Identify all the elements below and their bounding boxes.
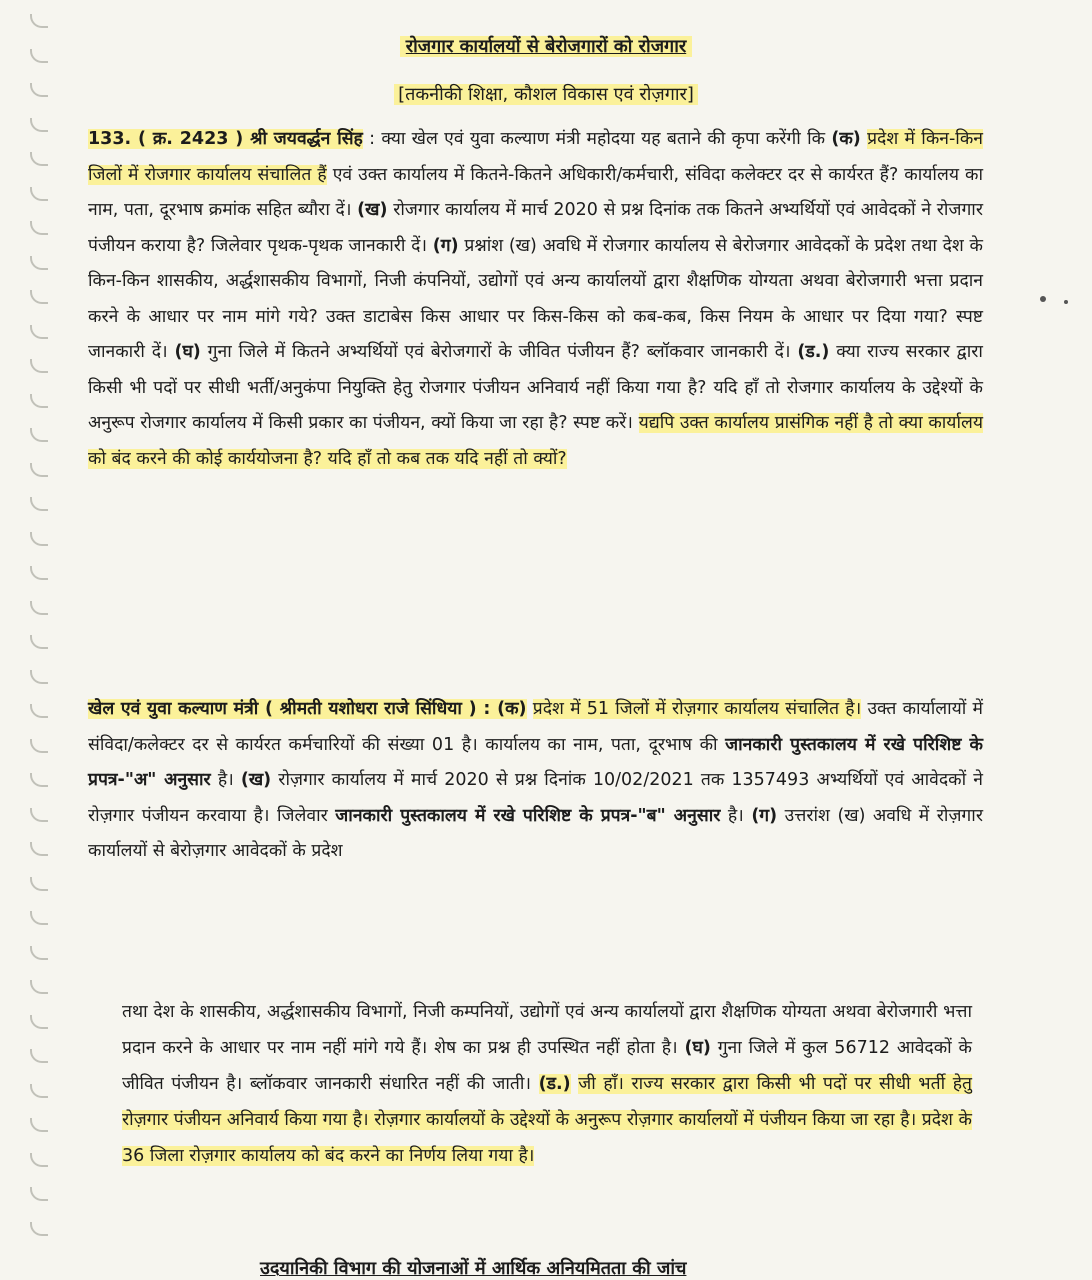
binding-hole-mark	[30, 118, 48, 132]
question-number: 133. ( क्र. 2423 ) श्री जयवर्द्धन सिंह	[88, 129, 363, 149]
binding-hole-mark	[30, 1049, 48, 1063]
part-label-gh: (घ)	[174, 342, 201, 362]
answer-part-label-kh: (ख)	[240, 770, 272, 790]
part-label-k: (क)	[831, 129, 861, 149]
part-label-kh: (ख)	[357, 200, 388, 220]
question-text-2: एवं उक्त कार्यालय में कितने-कितने अधिकारी/कर्मचारी, संविदा कलेक्टर दर से कार्यरत हैं? कार्यालय का नाम, पता, दूरभाष क्रमांक सहित ब्यौरा दें।	[88, 164, 983, 220]
next-question-heading: उदयानिकी विभाग की योजनाओं में आर्थिक अनियमितता की जांच	[260, 1258, 687, 1279]
answer-bold-ref-b: जानकारी पुस्तकालय में रखे परिशिष्ट के प्रपत्र-"ब" अनुसार	[335, 805, 721, 826]
question-paragraph	[88, 122, 983, 477]
binding-hole-mark	[30, 394, 48, 408]
answer-text-2: उक्त कार्यालायों में संविदा/कलेक्टर दर से कार्यरत कर्मचारियों की संख्या 01 है। कार्यालय का नाम, पता, दूरभाष की	[88, 699, 983, 755]
binding-hole-mark	[30, 1118, 48, 1132]
binding-hole-mark	[30, 704, 48, 718]
binding-hole-mark	[30, 808, 48, 822]
binding-hole-mark	[30, 842, 48, 856]
continuation-part-label-d: (ड.)	[538, 1074, 571, 1094]
binding-hole-mark	[30, 946, 48, 960]
binding-hole-mark	[30, 739, 48, 753]
answer-bold-ref-a: जानकारी पुस्तकालय में रखे परिशिष्ट के प्रपत्र-"अ" अनुसार	[88, 734, 983, 790]
binding-hole-mark	[30, 256, 48, 270]
continuation-part-label-gh: (घ)	[684, 1038, 711, 1058]
binding-hole-mark	[30, 1015, 48, 1029]
binding-hole-mark	[30, 566, 48, 580]
continuation-text-1: तथा देश के शासकीय, अर्द्धशासकीय विभागों, निजी कम्पनियों, उद्योगों एवं अन्य कार्यालयों द्वारा शैक्षणिक योग्यता अथवा बेरोजगारी भत्ता प्रदान करने के आधार पर नाम नहीं मांगे गये हैं। शेष का प्रश्न ही उपस्थित नहीं होता है।	[122, 1002, 972, 1058]
document-subtitle	[0, 82, 1092, 106]
binding-hole-mark	[30, 463, 48, 477]
continuation-text-3-highlight: जी हाँ। राज्य सरकार द्वारा किसी भी पदों पर सीधी भर्ती हेतु रोज़गार पंजीयन अनिवार्य किया गया है। रोज़गार कार्यालयों के उद्देश्यों के अनुरूप रोज़गार कार्यालयों में पंजीयन किया जा रहा है। प्रदेश के 36 जिला रोज़गार कार्यालय को बंद करने का निर्णय लिया गया है।	[122, 1074, 972, 1166]
answer-text-5: है।	[727, 805, 752, 826]
minister-name: खेल एवं युवा कल्याण मंत्री ( श्रीमती यशोधरा राजे सिंधिया ) : (क)	[88, 699, 527, 719]
binding-hole-mark	[30, 428, 48, 442]
answer-paragraph	[88, 692, 983, 870]
binding-hole-mark	[30, 1187, 48, 1201]
binding-hole-mark	[30, 980, 48, 994]
binding-hole-mark	[30, 911, 48, 925]
document-title-text: रोजगार कार्यालयों से बेरोजगारों को रोजगार	[400, 36, 692, 57]
continuation-text-2: गुना जिले में कुल 56712 आवेदकों के जीवित पंजीयन है। ब्लॉकवार जानकारी संधारित नहीं की जाती।	[122, 1038, 972, 1094]
binding-hole-mark	[30, 497, 48, 511]
question-text-k-highlight: प्रदेश में किन-किन जिलों में रोजगार कार्यालय संचालित हैं	[88, 129, 983, 185]
document-title	[0, 34, 1092, 58]
question-text-7-highlight: यद्यपि उक्त कार्यालय प्रासंगिक नहीं है तो क्या कार्यालय को बंद करने की कोई कार्ययोजना है? यदि हाँ तो कब तक यदि नहीं तो क्यों?	[88, 413, 983, 469]
question-text-5: गुना जिले में कितने अभ्यर्थियों एवं बेरोजगारों के जीवित पंजीयन हैं? ब्लॉकवार जानकारी दें।	[207, 342, 798, 362]
document-subtitle-text: [तकनीकी शिक्षा, कौशल विकास एवं रोज़गार]	[394, 84, 698, 105]
binding-hole-mark	[30, 877, 48, 891]
question-text-6: क्या राज्य सरकार द्वारा किसी भी पदों पर सीधी भर्ती/अनुकंपा नियुक्ति हेतु रोजगार पंजीयन अनिवार्य नहीं किया गया है? यदि हाँ तो रोजगार कार्यालय के उद्देश्यों के अनुरूप रोजगार कार्यालय में किसी प्रकार का पंजीयन, क्यों किया जा रहा है? स्पष्ट करें।	[88, 342, 983, 433]
answer-text-3: है।	[217, 770, 241, 790]
binding-hole-mark	[30, 635, 48, 649]
question-text-3: रोजगार कार्यालय में मार्च 2020 से प्रश्न दिनांक तक कितने अभ्यर्थियों एवं आवेदकों ने रोजगार पंजीयन कराया है? जिलेवार पृथक-पृथक जानकारी दें।	[88, 200, 983, 256]
answer-part-label-g: (ग)	[751, 805, 778, 826]
binding-hole-mark	[30, 14, 48, 28]
answer-text-1-highlight: प्रदेश में 51 जिलों में रोज़गार कार्यालय संचालित है।	[532, 699, 862, 719]
binding-hole-mark	[30, 773, 48, 787]
binding-holes	[24, 0, 54, 1280]
part-label-d: (ड.)	[797, 342, 830, 362]
binding-hole-mark	[30, 601, 48, 615]
binding-hole-mark	[30, 152, 48, 166]
answer-text-4: रोज़गार कार्यालय में मार्च 2020 से प्रश्न दिनांक 10/02/2021 तक 1357493 अभ्यर्थियों एवं आवेदकों ने रोज़गार पंजीयन करवाया है। जिलेवार	[88, 770, 983, 826]
question-text-4: प्रश्नांश (ख) अवधि में रोजगार कार्यालय से बेरोजगार आवेदकों के प्रदेश तथा देश के किन-किन शासकीय, अर्द्धशासकीय विभागों, निजी कंपनियों, उद्योगों एवं अन्य कार्यालयों द्वारा शैक्षणिक योग्यता अथवा बेरोजगारी भत्ता प्रदान करने के आधार पर नाम मांगे गये? उक्त डाटाबेस किस आधार पर किस-किस को कब-कब, किस नियम के आधार पर दिया गया? स्पष्ट जानकारी दें।	[88, 235, 983, 362]
binding-hole-mark	[30, 325, 48, 339]
pen-mark	[1064, 300, 1068, 304]
binding-hole-mark	[30, 1084, 48, 1098]
part-label-g: (ग)	[432, 235, 459, 256]
question-text-1: : क्या खेल एवं युवा कल्याण मंत्री महोदया यह बताने की कृपा करेंगी कि	[369, 129, 832, 149]
binding-hole-mark	[30, 670, 48, 684]
binding-hole-mark	[30, 1222, 48, 1236]
binding-hole-mark	[30, 532, 48, 546]
binding-hole-mark	[30, 1153, 48, 1167]
binding-hole-mark	[30, 290, 48, 304]
pen-mark	[1040, 296, 1046, 302]
continuation-paragraph	[122, 994, 972, 1174]
binding-hole-mark	[30, 359, 48, 373]
binding-hole-mark	[30, 187, 48, 201]
answer-text-6: उत्तरांश (ख) अवधि में रोज़गार कार्यालयों से बेरोज़गार आवेदकों के प्रदेश	[88, 805, 983, 861]
binding-hole-mark	[30, 221, 48, 235]
